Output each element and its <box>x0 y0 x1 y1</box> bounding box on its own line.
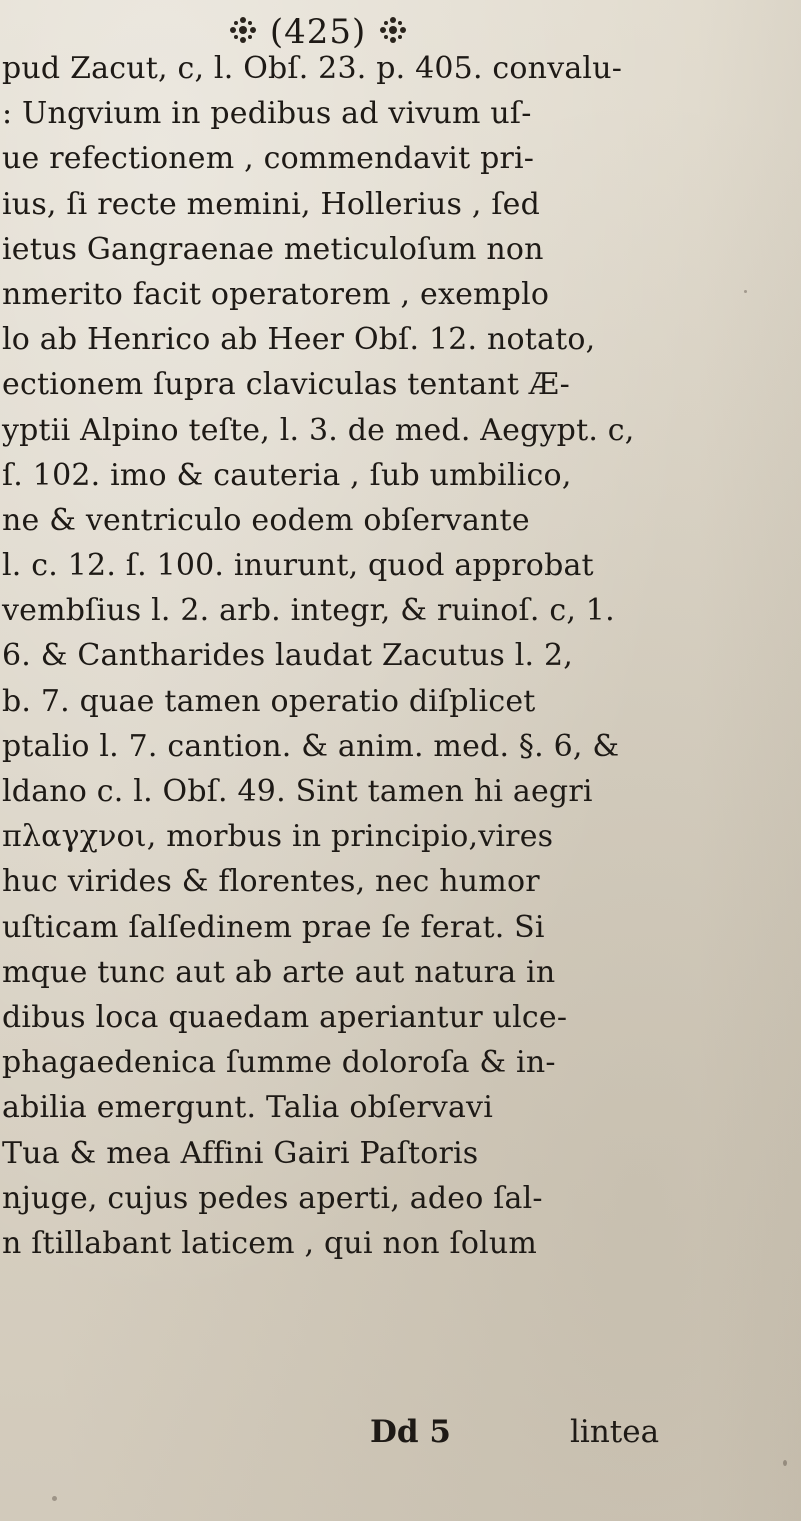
text-line: nmerito facit operatorem , exemplo <box>2 276 550 312</box>
text-line: ius, ſi recte memini, Hollerius , ſed <box>2 186 540 222</box>
text-line: ſ. 102. imo & cauteria , ſub umbilico, <box>2 457 572 493</box>
text-line: ne & ventriculo eodem obſervante <box>2 502 530 538</box>
text-line: l. c. 12. ſ. 100. inurunt, quod approbat <box>2 548 594 584</box>
signature-mark: Dd 5 <box>370 1414 451 1450</box>
text-line: ptalio l. 7. cantion. & anim. med. §. 6, & <box>2 728 620 764</box>
text-line: pud Zacut, c, l. Obſ. 23. p. 405. convalu- <box>2 51 623 86</box>
text-line: ue refectionem , commendavit pri- <box>2 141 535 177</box>
text-line: yptii Alpino teſte, l. 3. de med. Aegypt. c, <box>2 412 635 448</box>
text-line: ectionem ſupra claviculas tentant Æ- <box>2 367 570 403</box>
text-line: ldano c. l. Obſ. 49. Sint tamen hi aegri <box>2 774 593 809</box>
body-text <box>0 46 700 1266</box>
text-line: dibus loca quaedam aperiantur ulce- <box>2 999 568 1035</box>
text-line: πλαγχνοι, morbus in principio,vires <box>2 819 554 855</box>
text-line: ietus Gangraenae meticuloſum non <box>2 231 544 267</box>
text-line: 6. & Cantharides laudat Zacutus l. 2, <box>2 638 573 674</box>
text-line: n ſtillabant laticem , qui non ſolum <box>2 1225 538 1261</box>
text-line: uſticam ſalſedinem prae ſe ferat. Si <box>2 909 545 945</box>
text-line: b. 7. quae tamen operatio diſplicet <box>2 683 536 719</box>
text-line: phagaedenica ſumme doloroſa & in- <box>2 1045 556 1081</box>
paper-spot <box>744 290 747 293</box>
paper-spot <box>52 1496 57 1501</box>
text-line: njuge, cujus pedes aperti, adeo ſal- <box>2 1180 543 1216</box>
text-line: huc virides & florentes, nec humor <box>2 864 540 900</box>
text-line: vembſius l. 2. arb. integr, & ruinoſ. c, 1. <box>2 593 615 629</box>
text-line: Tua & mea Affini Gairi Paſtoris <box>2 1135 479 1171</box>
page-footer <box>0 1412 700 1452</box>
text-line: mque tunc aut ab arte aut natura in <box>2 954 556 990</box>
catchword: lintea <box>570 1414 660 1450</box>
text-line: abilia emergunt. Talia obſervavi <box>2 1090 493 1126</box>
page-number: (425) <box>269 12 367 52</box>
page-margin <box>695 0 801 1521</box>
text-line: lo ab Henrico ab Heer Obſ. 12. notato, <box>2 322 596 358</box>
text-line: : Ungvium in pedibus ad vivum uſ- <box>2 96 532 132</box>
paper-spot <box>783 1460 787 1466</box>
